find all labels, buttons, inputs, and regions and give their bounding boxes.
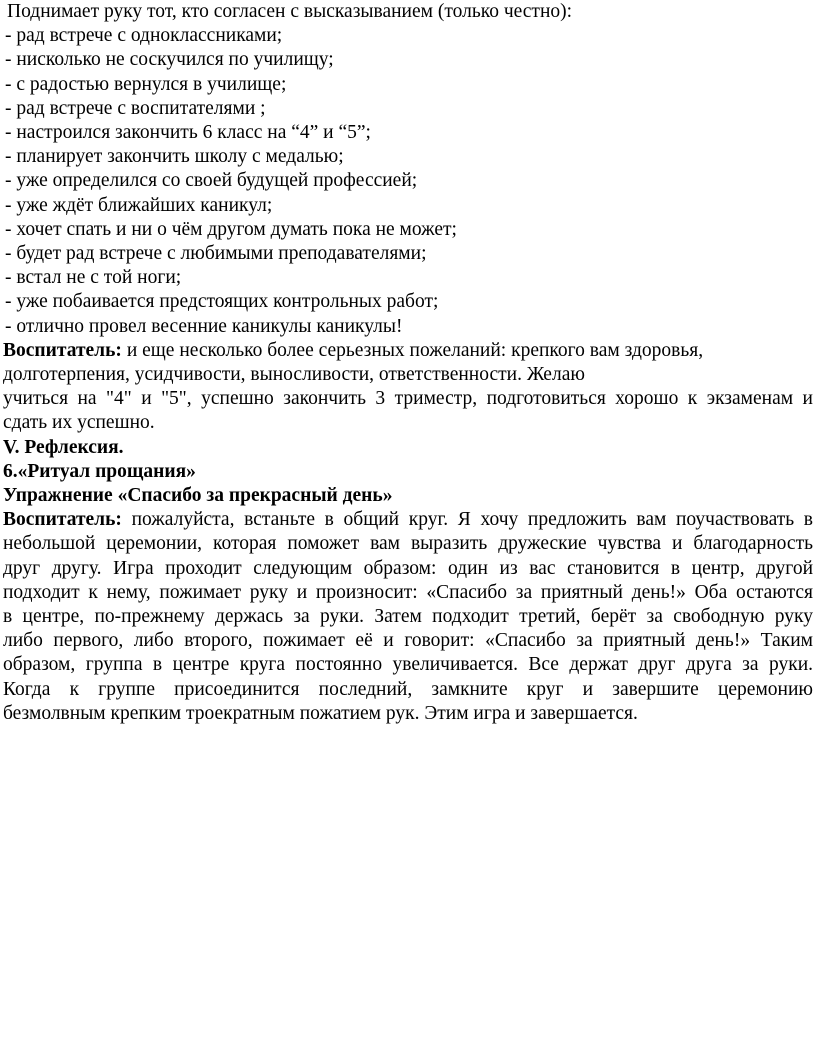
statement-list: [3, 24, 813, 339]
ritual-line: образом, группа в центре круга постоянно увеличивается. Все держат друг друга за руки.: [3, 654, 813, 676]
list-item: - уже определился со своей будущей профессией;: [5, 170, 418, 192]
ritual-line: небольшой церемонии, которая поможет вам выразить дружеские чувства и благодарность: [3, 533, 813, 555]
section-heading-reflection: [3, 436, 813, 460]
section-title: V. Рефлексия.: [3, 436, 124, 458]
list-item: - уже побаивается предстоящих контрольных работ;: [5, 291, 439, 313]
list-item: - будет рад встрече с любимыми преподавателями;: [5, 243, 427, 265]
list-item: - уже ждёт ближайших каникул;: [5, 194, 273, 216]
exercise-title: Упражнение «Спасибо за прекрасный день»: [3, 485, 393, 507]
ritual-text: пожалуйста, встаньте в общий круг. Я хочу предложить вам поучаствовать в: [121, 509, 813, 531]
list-item: - с радостью вернулся в училище;: [5, 73, 287, 95]
ritual-line: друг другу. Игра проходит следующим образом: один из вас становится в центр, другой: [3, 557, 813, 579]
list-item: - рад встрече с одноклассниками;: [5, 25, 283, 47]
document-page: [3, 0, 813, 726]
list-item: - отлично провел весенние каникулы каникулы!: [5, 315, 403, 337]
list-item: - встал не с той ноги;: [5, 267, 182, 289]
speaker-label: Воспитатель:: [3, 509, 122, 531]
exercise-heading: [3, 484, 813, 508]
list-item: - планирует закончить школу с медалью;: [5, 146, 344, 168]
section-heading-ritual: [3, 460, 813, 484]
ritual-line: подходит к нему, пожимает руку и произносит: «Спасибо за приятный день!» Оба остаются: [3, 581, 813, 603]
ritual-paragraph: [3, 508, 813, 726]
wishes-line: [3, 339, 813, 363]
intro-text: Поднимает руку тот, кто согласен с высказыванием (только честно):: [7, 1, 573, 22]
ritual-line: [3, 508, 813, 532]
section-title: 6.«Ритуал прощания»: [3, 460, 196, 482]
wishes-line: сдать их успешно.: [3, 412, 155, 434]
ritual-line: Когда к группе присоединится последний, замкните круг и завершите церемонию: [3, 678, 813, 700]
speaker-label: Воспитатель:: [3, 339, 122, 361]
list-item: - нисколько не соскучился по училищу;: [5, 49, 334, 71]
list-item: - настроился закончить 6 класс на “4” и “5”;: [5, 122, 371, 144]
wishes-line: долготерпения, усидчивости, выносливости, ответственности. Желаю: [3, 364, 585, 386]
list-item: - рад встрече с воспитателями ;: [5, 97, 266, 119]
list-item: - хочет спать и ни о чём другом думать пока не может;: [5, 218, 457, 240]
ritual-line: либо первого, либо второго, пожимает её и говорит: «Спасибо за приятный день!» Таким: [3, 630, 813, 652]
ritual-line: в центре, по-прежнему держась за руки. Затем подходит третий, берёт за свободную руку: [3, 606, 813, 628]
wishes-text: и еще несколько более серьезных пожеланий: крепкого вам здоровья,: [121, 339, 704, 361]
ritual-line: безмолвным крепким троекратным пожатием рук. Этим игра и завершается.: [3, 702, 638, 724]
wishes-line: учиться на "4" и "5", успешно закончить 3 триместр, подготовиться хорошо к экзаменам и: [3, 388, 813, 410]
wishes-paragraph: [3, 339, 813, 436]
